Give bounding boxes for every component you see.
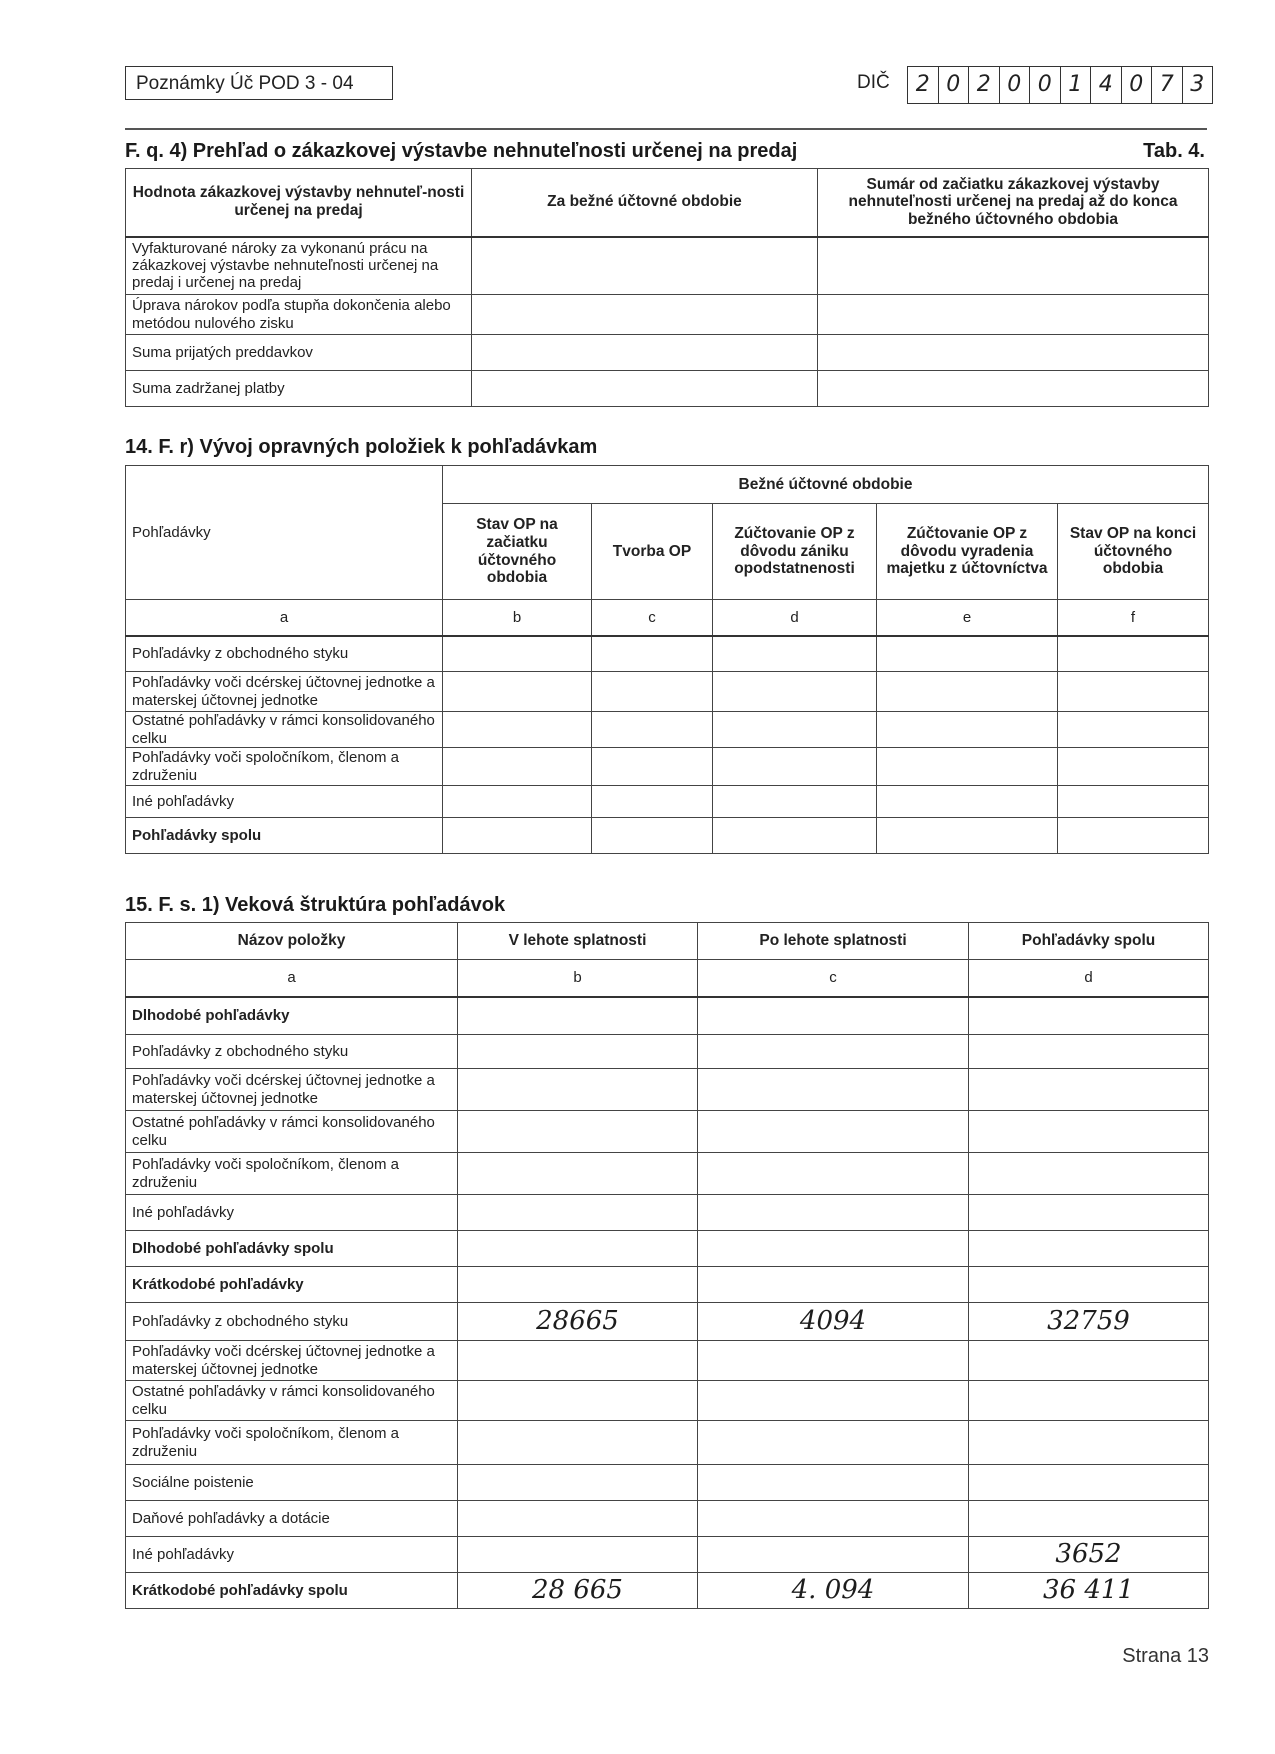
fs-value-d — [969, 1267, 1209, 1303]
fs-header: V lehote splatnosti — [458, 923, 698, 960]
fs-value-c — [698, 1381, 969, 1421]
fr-cell — [592, 712, 713, 748]
fs-row-label: Iné pohľadávky — [126, 1195, 458, 1231]
fr-cell — [1058, 748, 1209, 786]
fq-header-current: Za bežné účtovné obdobie — [472, 169, 818, 237]
table-row — [126, 748, 1209, 786]
fs-row-label: Pohľadávky z obchodného styku — [126, 1035, 458, 1069]
fs-value-c — [698, 1153, 969, 1195]
fr-header-creation: Tvorba OP — [592, 504, 713, 600]
fr-header-receivables: Pohľadávky — [126, 466, 443, 600]
fs-value-b — [458, 1111, 698, 1153]
table-fs — [125, 922, 1209, 1609]
fs-value-c — [698, 1267, 969, 1303]
fs-value-d — [969, 1153, 1209, 1195]
fq-cell — [818, 371, 1209, 407]
fq-cell — [818, 237, 1209, 295]
fr-cell — [713, 712, 877, 748]
table-row — [126, 1381, 1209, 1421]
fr-cell — [443, 786, 592, 818]
fr-row-label: Iné pohľadávky — [126, 786, 443, 818]
fs-value-b: 28 665 — [458, 1573, 698, 1609]
fr-cell — [713, 748, 877, 786]
fs-value-c — [698, 1195, 969, 1231]
fs-header: Pohľadávky spolu — [969, 923, 1209, 960]
fq-cell — [472, 295, 818, 335]
table-row — [126, 997, 1209, 1035]
fr-cell — [1058, 672, 1209, 712]
fr-group-header: Bežné účtovné obdobie — [443, 466, 1209, 504]
fs-value-c — [698, 1501, 969, 1537]
fs-value-b — [458, 1341, 698, 1381]
fr-cell — [877, 748, 1058, 786]
fr-column-letter: d — [713, 600, 877, 636]
page-number: Strana 13 — [1122, 1645, 1209, 1667]
fs-row-label: Pohľadávky voči dcérskej účtovnej jednotke a materskej účtovnej jednotke — [126, 1341, 458, 1381]
fr-cell — [592, 748, 713, 786]
fs-row-label: Ostatné pohľadávky v rámci konsolidovaného celku — [126, 1111, 458, 1153]
table-row — [126, 1501, 1209, 1537]
fq-row-label: Vyfakturované nároky za vykonanú prácu na zákazkovej výstavbe nehnuteľnosti určenej na predaj i určenej na predaj — [126, 237, 472, 295]
fr-row-label: Pohľadávky voči spoločníkom, členom a združeniu — [126, 748, 443, 786]
fs-value-c — [698, 1035, 969, 1069]
fr-header-start: Stav OP na začiatku účtovného obdobia — [443, 504, 592, 600]
fs-value-d — [969, 1069, 1209, 1111]
fs-value-d — [969, 997, 1209, 1035]
fr-column-letter: b — [443, 600, 592, 636]
table-row — [126, 1341, 1209, 1381]
fs-value-d — [969, 1465, 1209, 1501]
fr-cell — [713, 786, 877, 818]
fs-value-c — [698, 997, 969, 1035]
fs-value-d — [969, 1421, 1209, 1465]
fs-column-letter: a — [126, 960, 458, 997]
fs-value-b — [458, 1421, 698, 1465]
fs-value-b — [458, 997, 698, 1035]
fs-header: Názov položky — [126, 923, 458, 960]
fs-value-d — [969, 1231, 1209, 1267]
fs-row-label: Pohľadávky voči dcérskej účtovnej jednotke a materskej účtovnej jednotke — [126, 1069, 458, 1111]
fr-row-label: Pohľadávky z obchodného styku — [126, 636, 443, 672]
fr-cell — [1058, 786, 1209, 818]
fs-row-label: Dlhodobé pohľadávky — [126, 997, 458, 1035]
fr-column-letter: f — [1058, 600, 1209, 636]
fr-cell — [443, 672, 592, 712]
fs-row-label: Ostatné pohľadávky v rámci konsolidovaného celku — [126, 1381, 458, 1421]
fq-header-value: Hodnota zákazkovej výstavby nehnuteľ-nosti určenej na predaj — [126, 169, 472, 237]
table-row — [126, 1303, 1209, 1341]
fr-cell — [877, 712, 1058, 748]
fq-cell — [472, 237, 818, 295]
dic-label: DIČ — [857, 72, 890, 93]
fs-value-c — [698, 1537, 969, 1573]
fs-row-label: Pohľadávky voči spoločníkom, členom a združeniu — [126, 1421, 458, 1465]
fr-cell — [443, 712, 592, 748]
fs-row-label: Iné pohľadávky — [126, 1537, 458, 1573]
fq-row-label: Suma prijatých preddavkov — [126, 335, 472, 371]
fq-cell — [472, 335, 818, 371]
dic-digit: 3 — [1190, 72, 1205, 97]
dic-boxes — [907, 66, 1213, 104]
fr-cell — [592, 672, 713, 712]
fs-value-d: 32759 — [969, 1303, 1209, 1341]
fs-value-c — [698, 1069, 969, 1111]
fq-cell — [818, 335, 1209, 371]
dic-digit: 0 — [1000, 67, 1031, 103]
fs-value-d — [969, 1381, 1209, 1421]
fs-value-c — [698, 1421, 969, 1465]
fq-row-label: Suma zadržanej platby — [126, 371, 472, 407]
fs-header: Po lehote splatnosti — [698, 923, 969, 960]
table-row — [126, 712, 1209, 748]
dic-digit: 2 — [969, 67, 1000, 103]
fs-value-b — [458, 1153, 698, 1195]
dic-digit: 0 — [939, 67, 970, 103]
fs-value-b — [458, 1465, 698, 1501]
fr-row-label: Pohľadávky spolu — [126, 818, 443, 854]
fs-column-letter: c — [698, 960, 969, 997]
fr-cell — [443, 818, 592, 854]
fs-value-c — [698, 1341, 969, 1381]
fs-value-d — [969, 1501, 1209, 1537]
fs-column-letter: b — [458, 960, 698, 997]
fr-column-letter: e — [877, 600, 1058, 636]
table-row — [126, 672, 1209, 712]
fr-cell — [877, 636, 1058, 672]
table-row — [126, 636, 1209, 672]
table-fr — [125, 465, 1209, 854]
fs-value-d: 36 411 — [969, 1573, 1209, 1609]
fr-cell — [877, 818, 1058, 854]
fr-column-letter: c — [592, 600, 713, 636]
fq-cell — [818, 295, 1209, 335]
dic-digit: 0 — [1122, 67, 1153, 103]
table-row — [126, 1465, 1209, 1501]
fr-cell — [713, 818, 877, 854]
fs-value-b — [458, 1035, 698, 1069]
section-fq-tab-label: Tab. 4. — [1143, 140, 1205, 162]
table-row — [126, 1267, 1209, 1303]
table-row — [126, 1231, 1209, 1267]
fs-value-d — [969, 1195, 1209, 1231]
dic-digit: 0 — [1030, 67, 1061, 103]
fr-cell — [1058, 818, 1209, 854]
fs-row-label: Pohľadávky z obchodného styku — [126, 1303, 458, 1341]
fs-row-label: Krátkodobé pohľadávky spolu — [126, 1573, 458, 1609]
fr-cell — [592, 636, 713, 672]
fr-cell — [713, 672, 877, 712]
fq-row-label: Úprava nárokov podľa stupňa dokončenia alebo metódou nulového zisku — [126, 295, 472, 335]
table-row — [126, 1035, 1209, 1069]
fq-header-cumulative: Sumár od začiatku zákazkovej výstavby nehnuteľnosti určenej na predaj až do konca bežného účtovného obdobia — [818, 169, 1209, 237]
fs-value-b — [458, 1267, 698, 1303]
fs-value-d: 3652 — [969, 1537, 1209, 1573]
fs-row-label: Pohľadávky voči spoločníkom, členom a združeniu — [126, 1153, 458, 1195]
table-row — [126, 818, 1209, 854]
table-row — [126, 1153, 1209, 1195]
fs-value-c — [698, 1231, 969, 1267]
section-fs-title: 15. F. s. 1) Veková štruktúra pohľadávok — [125, 894, 506, 916]
fs-value-c — [698, 1111, 969, 1153]
fs-value-b — [458, 1501, 698, 1537]
fq-cell — [472, 371, 818, 407]
header-rule — [125, 128, 1207, 130]
fr-cell — [877, 672, 1058, 712]
fs-value-d — [969, 1035, 1209, 1069]
fr-cell — [592, 818, 713, 854]
fr-cell — [713, 636, 877, 672]
fs-value-c: 4094 — [698, 1303, 969, 1341]
fs-value-b — [458, 1195, 698, 1231]
table-row — [126, 1195, 1209, 1231]
table-row — [126, 1573, 1209, 1609]
fr-cell — [443, 748, 592, 786]
fr-header-settle-expiry: Zúčtovanie OP z dôvodu zániku opodstatnenosti — [713, 504, 877, 600]
section-fq-title: F. q. 4) Prehľad o zákazkovej výstavbe nehnuteľnosti určenej na predaj — [125, 140, 798, 162]
dic-digit: 4 — [1091, 67, 1122, 103]
fs-value-b — [458, 1231, 698, 1267]
table-row — [126, 1111, 1209, 1153]
table-row — [126, 1069, 1209, 1111]
table-fq — [125, 168, 1209, 407]
fr-column-letter: a — [126, 600, 443, 636]
fs-value-b — [458, 1381, 698, 1421]
fr-cell — [877, 786, 1058, 818]
fs-row-label: Krátkodobé pohľadávky — [126, 1267, 458, 1303]
fs-column-letter: d — [969, 960, 1209, 997]
fr-cell — [443, 636, 592, 672]
fr-cell — [1058, 636, 1209, 672]
form-label: Poznámky Úč POD 3 - 04 — [125, 66, 393, 100]
table-row — [126, 786, 1209, 818]
section-fr-title: 14. F. r) Vývoj opravných položiek k pohľadávkam — [125, 436, 598, 458]
fr-cell — [592, 786, 713, 818]
dic-digit: 2 — [908, 67, 939, 103]
fr-row-label: Ostatné pohľadávky v rámci konsolidovaného celku — [126, 712, 443, 748]
fr-row-label: Pohľadávky voči dcérskej účtovnej jednotke a materskej účtovnej jednotke — [126, 672, 443, 712]
table-row — [126, 1537, 1209, 1573]
table-row — [126, 1421, 1209, 1465]
fs-value-c — [698, 1465, 969, 1501]
fs-row-label: Sociálne poistenie — [126, 1465, 458, 1501]
fs-value-b — [458, 1537, 698, 1573]
fs-value-c: 4. 094 — [698, 1573, 969, 1609]
dic-digit: 7 — [1152, 67, 1183, 103]
fr-cell — [1058, 712, 1209, 748]
fs-value-d — [969, 1111, 1209, 1153]
fs-row-label: Daňové pohľadávky a dotácie — [126, 1501, 458, 1537]
dic-digit: 1 — [1061, 67, 1092, 103]
fs-value-b — [458, 1069, 698, 1111]
fs-value-b: 28665 — [458, 1303, 698, 1341]
fr-header-end: Stav OP na konci účtovného obdobia — [1058, 504, 1209, 600]
fs-value-d — [969, 1341, 1209, 1381]
fs-row-label: Dlhodobé pohľadávky spolu — [126, 1231, 458, 1267]
fr-header-settle-disposal: Zúčtovanie OP z dôvodu vyradenia majetku z účtovníctva — [877, 504, 1058, 600]
